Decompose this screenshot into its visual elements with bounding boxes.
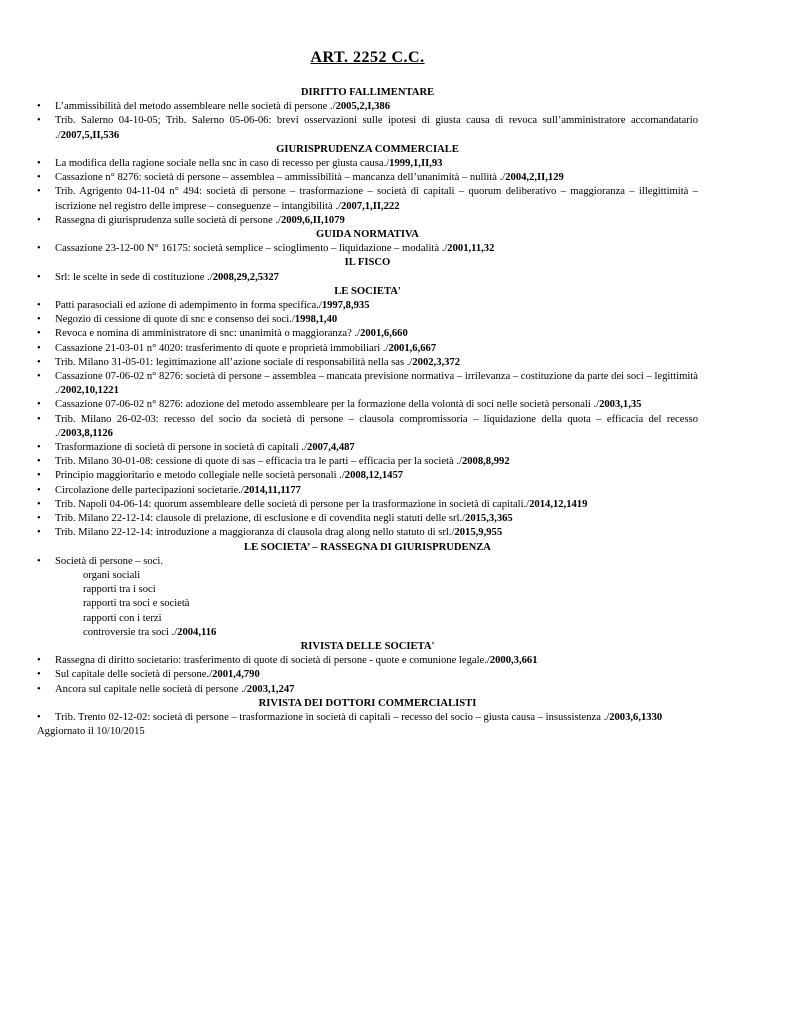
citation-text: Patti parasociali ed azione di adempimento in forma specifica./ — [55, 300, 322, 312]
section-title: DIRITTO FALLIMENTARE — [300, 87, 435, 98]
section — [37, 541, 698, 640]
citation-reference: 2009,6,II,1079 — [280, 214, 345, 226]
citation-item — [37, 100, 698, 114]
citation-list — [37, 299, 698, 540]
citation-text: Rassegna di diritto societario: trasferimento di quote di società di persone - quote e comunione legale./ — [55, 655, 490, 667]
update-footer: Aggiornato il 10/10/2015 — [37, 726, 145, 738]
citation-text: Trasformazione di società di persone in società di capitali ./ — [55, 442, 308, 454]
citation-item — [37, 498, 698, 512]
citation-text: Revoca e nomina di amministratore di snc: unanimità o maggioranza? ./ — [55, 328, 361, 340]
citation-reference: 2001,11,32 — [447, 243, 495, 255]
citation-reference: 2003,8,1126 — [60, 427, 113, 439]
citation-text: Circolazione delle partecipazioni societarie./ — [55, 484, 244, 496]
citation-text: Trib. Milano 22-12-14: clausole di prelazione, di esclusione e di covendita negli statuti delle srl./ — [55, 513, 466, 525]
citation-text: Cassazione 23-12-00 N° 16175: società semplice – scioglimento – liquidazione – modalità ./ — [55, 243, 448, 255]
citation-text: Ancora sul capitale nelle società di persone ./ — [55, 683, 247, 695]
citation-reference: 2008,12,1457 — [344, 470, 404, 482]
citation-text: Trib. Milano 30-01-08: cessione di quote di sas – efficacia tra le parti – efficacia per la società ./ — [55, 456, 462, 468]
citation-text: Trib. Trento 02-12-02: società di persone – trasformazione in società di capitali – recesso del socio – giusta causa – insussistenza ./ — [55, 711, 610, 723]
citation-text: Rassegna di giurisprudenza sulle società di persone ./ — [55, 214, 281, 226]
citation-reference: 2015,3,365 — [465, 513, 513, 525]
citation-item — [37, 242, 698, 256]
citation-item — [37, 157, 698, 171]
section — [37, 256, 698, 284]
section-title: GUIDA NORMATIVA — [316, 229, 419, 241]
citation-list — [37, 555, 698, 640]
citation-item — [37, 455, 698, 469]
citation-item — [37, 214, 698, 228]
citation-reference: 2001,6,660 — [360, 328, 408, 340]
citation-item — [37, 398, 698, 412]
citation-item — [37, 668, 698, 682]
citation-text: Trib. Agrigento 04-11-04 n° 494: società di persone – trasformazione – società di capitali – quorum deliberativo – maggioranza – illegittimità – iscrizione nel registro delle imprese – conseguenze – intangibilità ./ — [55, 186, 698, 212]
section-title: IL FISCO — [344, 257, 391, 269]
section-title: LE SOCIETA' — [334, 285, 401, 297]
citation-text: Trib. Milano 22-12-14: introduzione a maggioranza di clausola drag along nello statuto di srl./ — [55, 527, 455, 539]
citation-item — [37, 299, 698, 313]
citation-item — [37, 171, 698, 185]
citation-reference: 1999,1,II,93 — [389, 158, 443, 170]
citation-reference: 2007,5,II,536 — [60, 129, 120, 141]
citation-reference: 2014,11,1177 — [243, 484, 301, 496]
citation-text: Società di persone – soci. — [55, 555, 163, 567]
section-title: GIURISPRUDENZA COMMERCIALE — [276, 143, 459, 155]
section — [37, 228, 698, 256]
citation-text: Cassazione n° 8276: società di persone – assemblea – ammissibilità – mancanza dell’unanimità – nullità ./ — [55, 172, 506, 184]
citation-reference: 2004,2,II,129 — [505, 172, 564, 184]
sub-topic: rapporti tra soci e società — [83, 598, 190, 610]
citation-list — [37, 157, 698, 228]
document-title: ART. 2252 C.C. — [310, 49, 425, 66]
citation-item — [37, 654, 698, 668]
citation-reference: 2003,6,1330 — [609, 711, 663, 723]
citation-reference: 2002,3,372 — [412, 356, 461, 368]
citation-list — [37, 654, 698, 697]
citation-text: Srl: le scelte in sede di costituzione ./ — [55, 271, 213, 283]
citation-text: La modifica della ragione sociale nella snc in caso di recesso per giusta causa./ — [55, 158, 390, 170]
citation-reference: 2008,8,992 — [461, 456, 510, 468]
citation-text: Cassazione 21-03-01 n° 4020: trasferimento di quote e proprietà immobiliari ./ — [55, 342, 389, 354]
citation-item — [37, 413, 698, 441]
citation-list — [37, 711, 698, 725]
citation-text: Trib. Salerno 04-10-05; Trib. Salerno 05-06-06: brevi osservazioni sulle ipotesi di giusta causa di revoca sull’amministratore accomandatario ./ — [55, 115, 698, 141]
section — [37, 697, 698, 725]
citation-text: controversie tra soci ./ — [83, 626, 178, 638]
citation-reference: 2014,12,1419 — [529, 498, 588, 510]
citation-reference: 2005,2,I,386 — [335, 101, 391, 113]
citation-text: Cassazione 07-06-02 n° 8276: adozione del metodo assembleare per la formazione della volontà di soci nelle società personali ./ — [55, 399, 600, 411]
section — [37, 285, 698, 541]
citation-item — [37, 356, 698, 370]
citation-text: Trib. Milano 26-02-03: recesso del socio da società di persone – clausola compromissoria – liquidazione della quota – efficacia del recesso ./ — [55, 413, 698, 439]
citation-list — [37, 100, 698, 143]
citation-item — [37, 469, 698, 483]
citation-text: Sul capitale delle società di persone./ — [55, 669, 213, 681]
citation-reference: 1998,1,40 — [294, 314, 338, 326]
citation-item — [37, 555, 698, 640]
citation-item — [37, 441, 698, 455]
citation-item — [37, 484, 698, 498]
section-title: LE SOCIETA’ – RASSEGNA DI GIURISPRUDENZA — [244, 541, 491, 553]
citation-reference: 2002,10,1221 — [60, 385, 119, 397]
citation-reference: 2008,29,2,5327 — [212, 271, 279, 283]
sections-container — [37, 86, 698, 725]
citation-item — [37, 327, 698, 341]
citation-item — [37, 683, 698, 697]
sub-topic: organi sociali — [83, 569, 141, 581]
citation-reference: 2007,1,II,222 — [340, 200, 400, 212]
citation-reference: 1997,8,935 — [321, 300, 370, 312]
citation-list — [37, 242, 698, 256]
section — [37, 640, 698, 697]
citation-reference: 2015,9,955 — [454, 527, 503, 539]
citation-reference: 2003,1,35 — [599, 399, 642, 411]
citation-text: Negozio di cessione di quote di snc e consenso dei soci./ — [55, 314, 295, 326]
citation-item — [37, 526, 698, 540]
section — [37, 86, 698, 143]
section — [37, 143, 698, 228]
citation-item — [37, 271, 698, 285]
citation-text: Cassazione 07-06-02 n° 8276: società di persone – assemblea – mancata previsione normativa – irrilevanza – costituzione da parte dei soci – legittimità ./ — [55, 371, 698, 397]
citation-item — [37, 370, 698, 398]
citation-text: L’ammissibilità del metodo assembleare nelle società di persone ./ — [55, 101, 336, 113]
section-title: RIVISTA DELLE SOCIETA' — [300, 640, 435, 652]
section-title: RIVISTA DEI DOTTORI COMMERCIALISTI — [258, 697, 477, 709]
citation-item — [37, 711, 698, 725]
sub-topic: rapporti tra i soci — [83, 584, 156, 596]
citation-item — [37, 114, 698, 142]
citation-text: Trib. Milano 31-05-01: legittimazione all’azione sociale di responsabilità nella sas ./ — [55, 356, 413, 368]
sub-topic-list — [55, 569, 698, 640]
citation-reference: 2000,3,661 — [489, 655, 538, 667]
citation-text: Trib. Napoli 04-06-14: quorum assembleare delle società di persone per la trasformazione in società di capitali./ — [55, 498, 530, 510]
citation-item — [37, 313, 698, 327]
sub-topic: rapporti con i terzi — [83, 612, 162, 624]
citation-reference: 2007,4,487 — [307, 442, 355, 454]
sub-topic — [83, 626, 698, 640]
citation-item — [37, 342, 698, 356]
citation-item — [37, 185, 698, 213]
citation-item — [37, 512, 698, 526]
document-page — [37, 48, 698, 739]
citation-reference: 2003,1,247 — [246, 683, 295, 695]
citation-list — [37, 271, 698, 285]
citation-reference: 2001,6,667 — [388, 342, 437, 354]
citation-text: Principio maggioritario e metodo collegiale nelle società personali ./ — [55, 470, 345, 482]
citation-reference: 2004,116 — [177, 626, 217, 638]
citation-reference: 2001,4,790 — [212, 669, 260, 681]
